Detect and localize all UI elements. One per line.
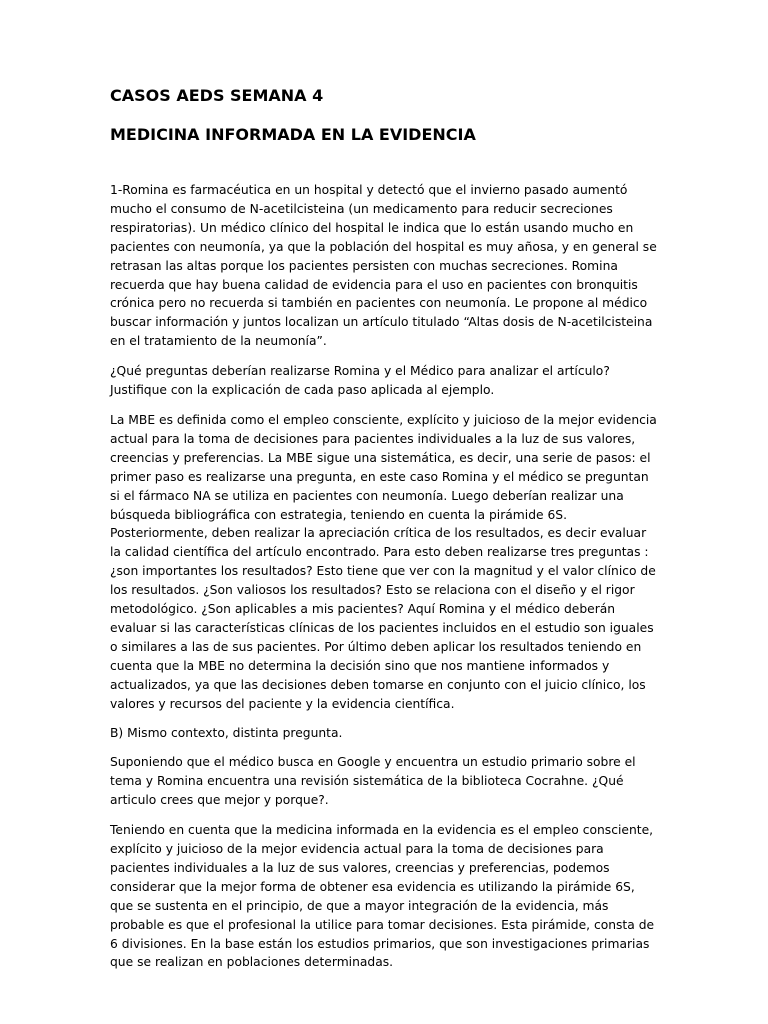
paragraph-case-description: 1-Romina es farmacéutica en un hospital y detectó que el invierno pasado aumentó mucho el consumo de N-acetilcisteina (un medicamento para reducir secreciones respiratorias). Un médico clínico del hospital le indica que lo están usando mucho en pacientes con neumonía, ya que la población del hospital es muy añosa, y en general se retrasan las altas porque los pacientes persisten con muchas secreciones. Romina recuerda que hay buena calidad de evidencia para el uso en pacientes con bronquitis crónica pero no recuerda si también en pacientes con neumonía. Le propone al médico buscar información y juntos localizan un artículo titulado “Altas dosis de N-acetilcisteina en el tratamiento de la neumonía”. <box>110 183 657 349</box>
paragraph-answer-a: La MBE es definida como el empleo consciente, explícito y juicioso de la mejor evidencia actual para la toma de decisiones para pacientes individuales a la luz de sus valores, creencias y preferencias. La MBE sigue una sistemática, es decir, una serie de pasos: el primer paso es realizarse una pregunta, en este caso Romina y el médico se preguntan si el fármaco NA se utiliza en pacientes con neumonía. Luego deberían realizar una búsqueda bibliográfica con estrategia, teniendo en cuenta la pirámide 6S. Posteriormente, deben realizar la apreciación crítica de los resultados, es decir evaluar la calidad científica del artículo encontrado. Para esto deben realizarse tres preguntas : ¿son importantes los resultados? Esto tiene que ver con la magnitud y el valor clínico de los resultados. ¿Son valiosos los resultados? Esto se relaciona con el diseño y el rigor metodológico. ¿Son aplicables a mis pacientes? Aquí Romina y el médico deberán evaluar si las características clínicas de los pacientes incluidos en el estudio son iguales o similares a las de sus pacientes. Por último deben aplicar los resultados teniendo en cuenta que la MBE no determina la decisión sino que nos mantiene informados y actualizados, ya que las decisiones deben tomarse en conjunto con el juicio clínico, los valores y recursos del paciente y la evidencia científica. <box>110 412 657 711</box>
paragraph-question-b: Suponiendo que el médico busca en Google y encuentra un estudio primario sobre el tema y Romina encuentra una revisión sistemática de la biblioteca Cocrahne. ¿Qué articulo crees que mejor y porque?. <box>110 755 636 808</box>
document-subtitle: MEDICINA INFORMADA EN LA EVIDENCIA <box>110 125 476 144</box>
paragraph-answer-b: Teniendo en cuenta que la medicina informada en la evidencia es el empleo consciente, explícito y juicioso de la mejor evidencia actual para la toma de decisiones para pacientes individuales a la luz de sus valores, creencias y preferencias, podemos considerar que la mejor forma de obtener esa evidencia es utilizando la pirámide 6S, que se sustenta en el principio, de que a mayor integración de la evidencia, más probable es que el profesional la utilice para tomar decisiones. Esta pirámide, consta de 6 divisiones. En la base están los estudios primarios, que son investigaciones primarias que se realizan en poblaciones determinadas. <box>110 823 655 970</box>
document-body <box>110 181 660 972</box>
document-page <box>110 86 660 983</box>
document-title: CASOS AEDS SEMANA 4 <box>110 86 324 105</box>
paragraph-section-b: B) Mismo contexto, distinta pregunta. <box>110 726 343 741</box>
paragraph-question-a: ¿Qué preguntas deberían realizarse Romina y el Médico para analizar el artículo? Justifique con la explicación de cada paso aplicada al ejemplo. <box>110 364 610 398</box>
